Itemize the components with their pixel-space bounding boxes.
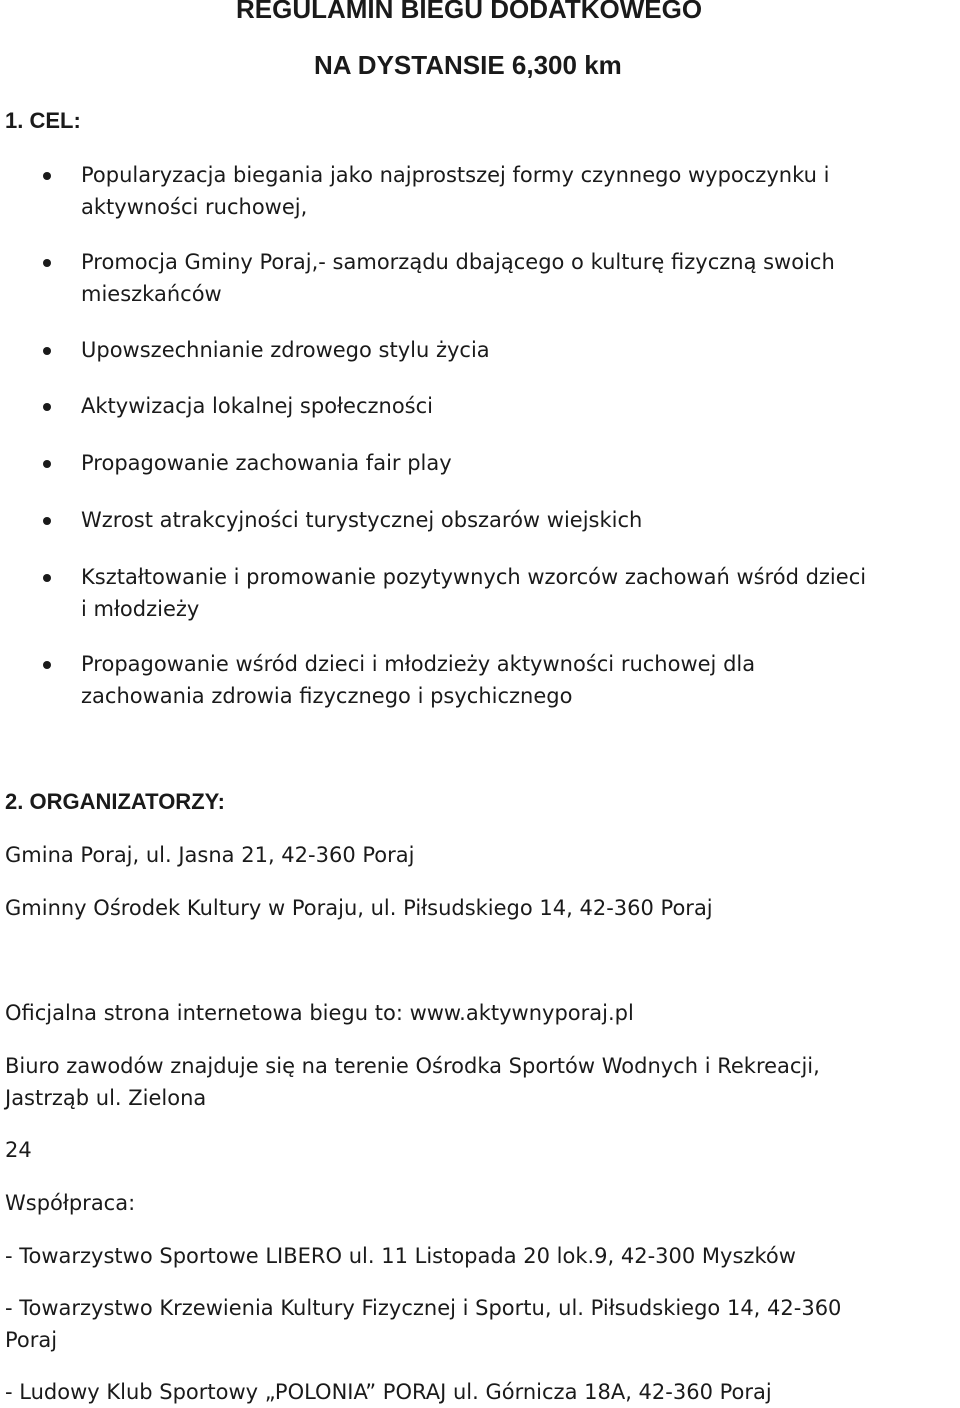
partner-tkkfis-line-2: Poraj xyxy=(5,1328,58,1352)
list-item-text: Popularyzacja biegania jako najprostszej formy czynnego wypoczynku i xyxy=(81,163,830,187)
list-item-text: i młodzieży xyxy=(81,597,200,621)
list-item-text: Propagowanie wśród dzieci i młodzieży aktywności ruchowej dla xyxy=(81,652,756,676)
bullet-icon xyxy=(43,661,51,669)
bullet-icon xyxy=(43,172,51,180)
list-item-text: Promocja Gminy Poraj,- samorządu dbającego o kulturę fizyczną swoich xyxy=(81,250,835,274)
list-item-text: Upowszechnianie zdrowego stylu życia xyxy=(81,338,490,362)
organizer-gok: Gminny Ośrodek Kultury w Poraju, ul. Piłsudskiego 14, 42-360 Poraj xyxy=(5,896,713,920)
document-title-line-2: NA DYSTANSIE 6,300 km xyxy=(314,50,622,80)
website-line: Oficjalna strona internetowa biegu to: www.aktywnyporaj.pl xyxy=(5,1001,634,1025)
list-item-text: Aktywizacja lokalnej społeczności xyxy=(81,394,433,418)
organizer-gmina: Gmina Poraj, ul. Jasna 21, 42-360 Poraj xyxy=(5,843,415,867)
cooperation-label: Współpraca: xyxy=(5,1191,136,1215)
bullet-icon xyxy=(43,259,51,267)
partner-libero: - Towarzystwo Sportowe LIBERO ul. 11 Listopada 20 lok.9, 42-300 Myszków xyxy=(5,1244,796,1268)
race-office-line-1: Biuro zawodów znajduje się na terenie Ośrodka Sportów Wodnych i Rekreacji, xyxy=(5,1054,820,1078)
list-item-text: Propagowanie zachowania fair play xyxy=(81,451,452,475)
bullet-icon xyxy=(43,574,51,582)
list-item-text: Kształtowanie i promowanie pozytywnych wzorców zachowań wśród dzieci xyxy=(81,565,867,589)
partner-tkkfis-line-1: - Towarzystwo Krzewienia Kultury Fizycznej i Sportu, ul. Piłsudskiego 14, 42-360 xyxy=(5,1296,842,1320)
bullet-icon xyxy=(43,517,51,525)
list-item-text: mieszkańców xyxy=(81,282,222,306)
document-title-line-1: REGULAMIN BIEGU DODATKOWEGO xyxy=(236,0,703,24)
section-heading-organizatorzy: 2. ORGANIZATORZY: xyxy=(5,789,225,814)
bullet-icon xyxy=(43,460,51,468)
section-heading-cel: 1. CEL: xyxy=(5,108,81,133)
list-item-text: zachowania zdrowia fizycznego i psychicznego xyxy=(81,684,573,708)
race-office-line-3: 24 xyxy=(5,1138,32,1162)
bullet-icon xyxy=(43,347,51,355)
partner-polonia: - Ludowy Klub Sportowy „POLONIA” PORAJ ul. Górnicza 18A, 42-360 Poraj xyxy=(5,1380,772,1404)
list-item-text: aktywności ruchowej, xyxy=(81,195,308,219)
bullet-icon xyxy=(43,403,51,411)
race-office-line-2: Jastrząb ul. Zielona xyxy=(5,1086,207,1110)
list-item-text: Wzrost atrakcyjności turystycznej obszarów wiejskich xyxy=(81,508,643,532)
